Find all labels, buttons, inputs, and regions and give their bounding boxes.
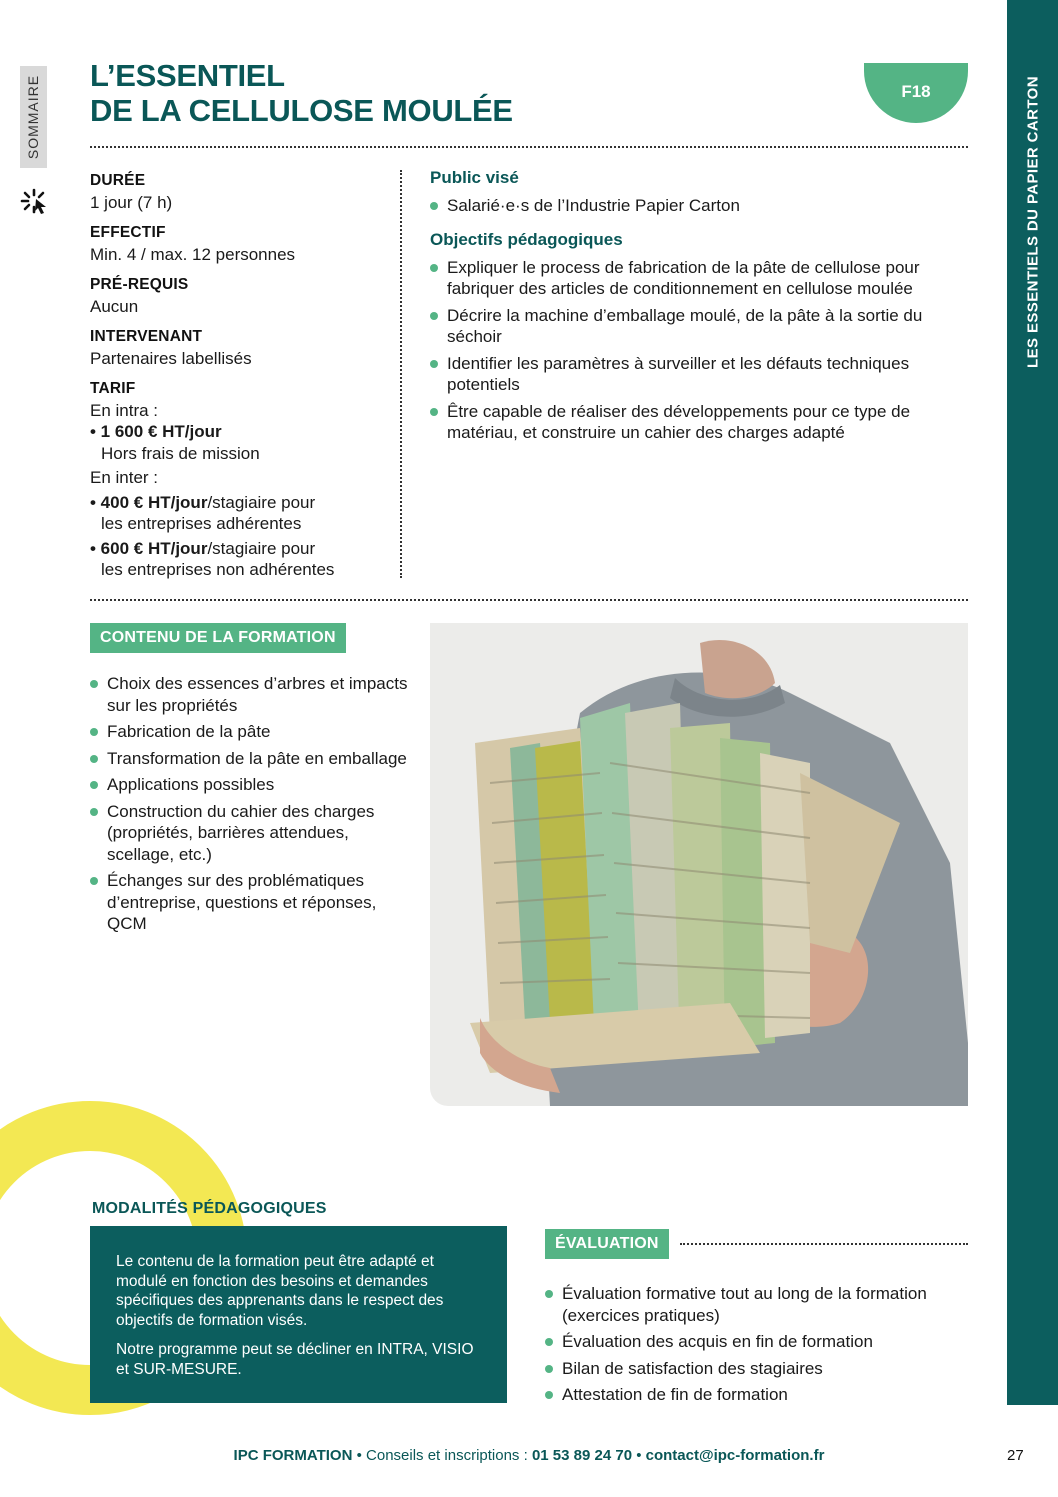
intervenant-value: Partenaires labellisés: [90, 348, 252, 368]
modalites-paragraph-1: Le contenu de la formation peut être adapté et modulé en fonction des besoins et demandes spécifiques des apprenants dans le respect des objectifs de formation visés.: [116, 1253, 444, 1329]
tarif-intra: [90, 421, 390, 464]
evaluation-list: [545, 1283, 985, 1411]
list-item: Être capable de réaliser des développements pour ce type de matériau, et construire un cahier des charges adapté: [430, 401, 975, 444]
footer-brand: IPC FORMATION: [233, 1447, 353, 1464]
list-item: Échanges sur des problématiques d’entreprise, questions et réponses, QCM: [90, 870, 410, 935]
footer-email-link[interactable]: contact@ipc-formation.fr: [645, 1447, 825, 1464]
objectifs-heading: Objectifs pédagogiques: [430, 230, 623, 249]
list-item: Décrire la machine d’emballage moulé, de la pâte à la sortie du séchoir: [430, 305, 975, 348]
prerequis-value: Aucun: [90, 296, 139, 316]
side-band: [1007, 0, 1058, 1405]
tarif-inter-2: [90, 538, 390, 581]
tarif-inter-1-line2: les entreprises adhérentes: [101, 514, 302, 533]
tarif-inter-2-line2: les entreprises non adhérentes: [101, 560, 335, 579]
list-item: Évaluation des acquis en fin de formation: [545, 1331, 985, 1353]
evaluation-divider: [680, 1243, 968, 1245]
contenu-heading: CONTENU DE LA FORMATION: [90, 623, 346, 653]
tarif-intra-price: • 1 600 € HT/jour: [90, 422, 222, 441]
list-item: Attestation de fin de formation: [545, 1384, 985, 1406]
tarif-inter-2-rest: /stagiaire pour: [207, 538, 316, 558]
list-item: Identifier les paramètres à surveiller et les défauts techniques potentiels: [430, 353, 975, 396]
intervenant-label: INTERVENANT: [90, 328, 203, 345]
side-band-label: LES ESSENTIELS DU PAPIER CARTON: [1024, 76, 1041, 368]
divider-middle: [90, 599, 968, 601]
footer-sep-1: • Conseils et inscriptions :: [352, 1447, 532, 1464]
effectif-label: EFFECTIF: [90, 224, 166, 241]
effectif-group: [90, 222, 390, 265]
objectifs-list: [430, 257, 975, 444]
list-item: Expliquer le process de fabrication de la pâte de cellulose pour fabriquer des articles de conditionnement en cellulose moulée: [430, 257, 975, 300]
evaluation-heading: ÉVALUATION: [545, 1229, 669, 1259]
prerequis-group: [90, 274, 390, 317]
title-line-1: L’ESSENTIEL: [90, 58, 285, 93]
duree-group: [90, 170, 390, 213]
public-heading: Public visé: [430, 168, 519, 187]
course-code: F18: [901, 82, 931, 101]
tarif-group: [90, 378, 390, 581]
sommaire-tab[interactable]: [20, 66, 47, 168]
footer: [0, 1447, 1058, 1464]
sommaire-label: SOMMAIRE: [25, 74, 42, 160]
modalites-box: [90, 1226, 507, 1403]
list-item: Choix des essences d’arbres et impacts sur les propriétés: [90, 673, 410, 716]
title-line-2: DE LA CELLULOSE MOULÉE: [90, 93, 513, 128]
list-item: Construction du cahier des charges (propriétés, barrières attendues, scellage, etc.): [90, 801, 410, 866]
contenu-list: [90, 673, 410, 940]
public-list: [430, 195, 975, 217]
info-column: [90, 170, 390, 590]
list-item: Transformation de la pâte en emballage: [90, 748, 410, 770]
modalites-heading: MODALITÉS PÉDAGOGIQUES: [92, 1200, 327, 1217]
tarif-inter-label: En inter :: [90, 468, 159, 487]
tarif-intra-note: Hors frais de mission: [101, 443, 260, 463]
page-title: [90, 58, 513, 128]
tarif-inter-1: [90, 492, 390, 535]
tarif-intra-label: En intra :: [90, 400, 159, 420]
duree-value: 1 jour (7 h): [90, 192, 173, 212]
duree-label: DURÉE: [90, 172, 146, 189]
list-item: Bilan de satisfaction des stagiaires: [545, 1358, 985, 1380]
tarif-inter-2-price: • 600 € HT/jour: [90, 538, 208, 558]
photo-molded-pulp-trays: [430, 623, 968, 1106]
modalites-paragraph-2: Notre programme peut se décliner en INTRA, VISIO et SUR-MESURE.: [116, 1341, 474, 1378]
intervenant-group: [90, 326, 390, 369]
list-item: Applications possibles: [90, 774, 410, 796]
tarif-inter-1-rest: /stagiaire pour: [207, 492, 316, 512]
list-item: Fabrication de la pâte: [90, 721, 410, 743]
footer-sep-2: •: [632, 1447, 646, 1464]
divider-vertical: [400, 170, 402, 578]
page-number: 27: [1007, 1447, 1024, 1464]
tarif-inter-1-price: • 400 € HT/jour: [90, 492, 208, 512]
effectif-value: Min. 4 / max. 12 personnes: [90, 244, 296, 264]
objectives-column: [430, 167, 975, 449]
course-code-badge: [864, 63, 968, 123]
prerequis-label: PRÉ-REQUIS: [90, 276, 189, 293]
tarif-label: TARIF: [90, 380, 136, 397]
footer-phone[interactable]: 01 53 89 24 70: [531, 1447, 633, 1464]
list-item: Salarié·e·s de l’Industrie Papier Carton: [430, 195, 975, 217]
divider-top: [90, 146, 968, 148]
burst-icon[interactable]: [20, 187, 48, 215]
list-item: Évaluation formative tout au long de la formation (exercices pratiques): [545, 1283, 985, 1326]
